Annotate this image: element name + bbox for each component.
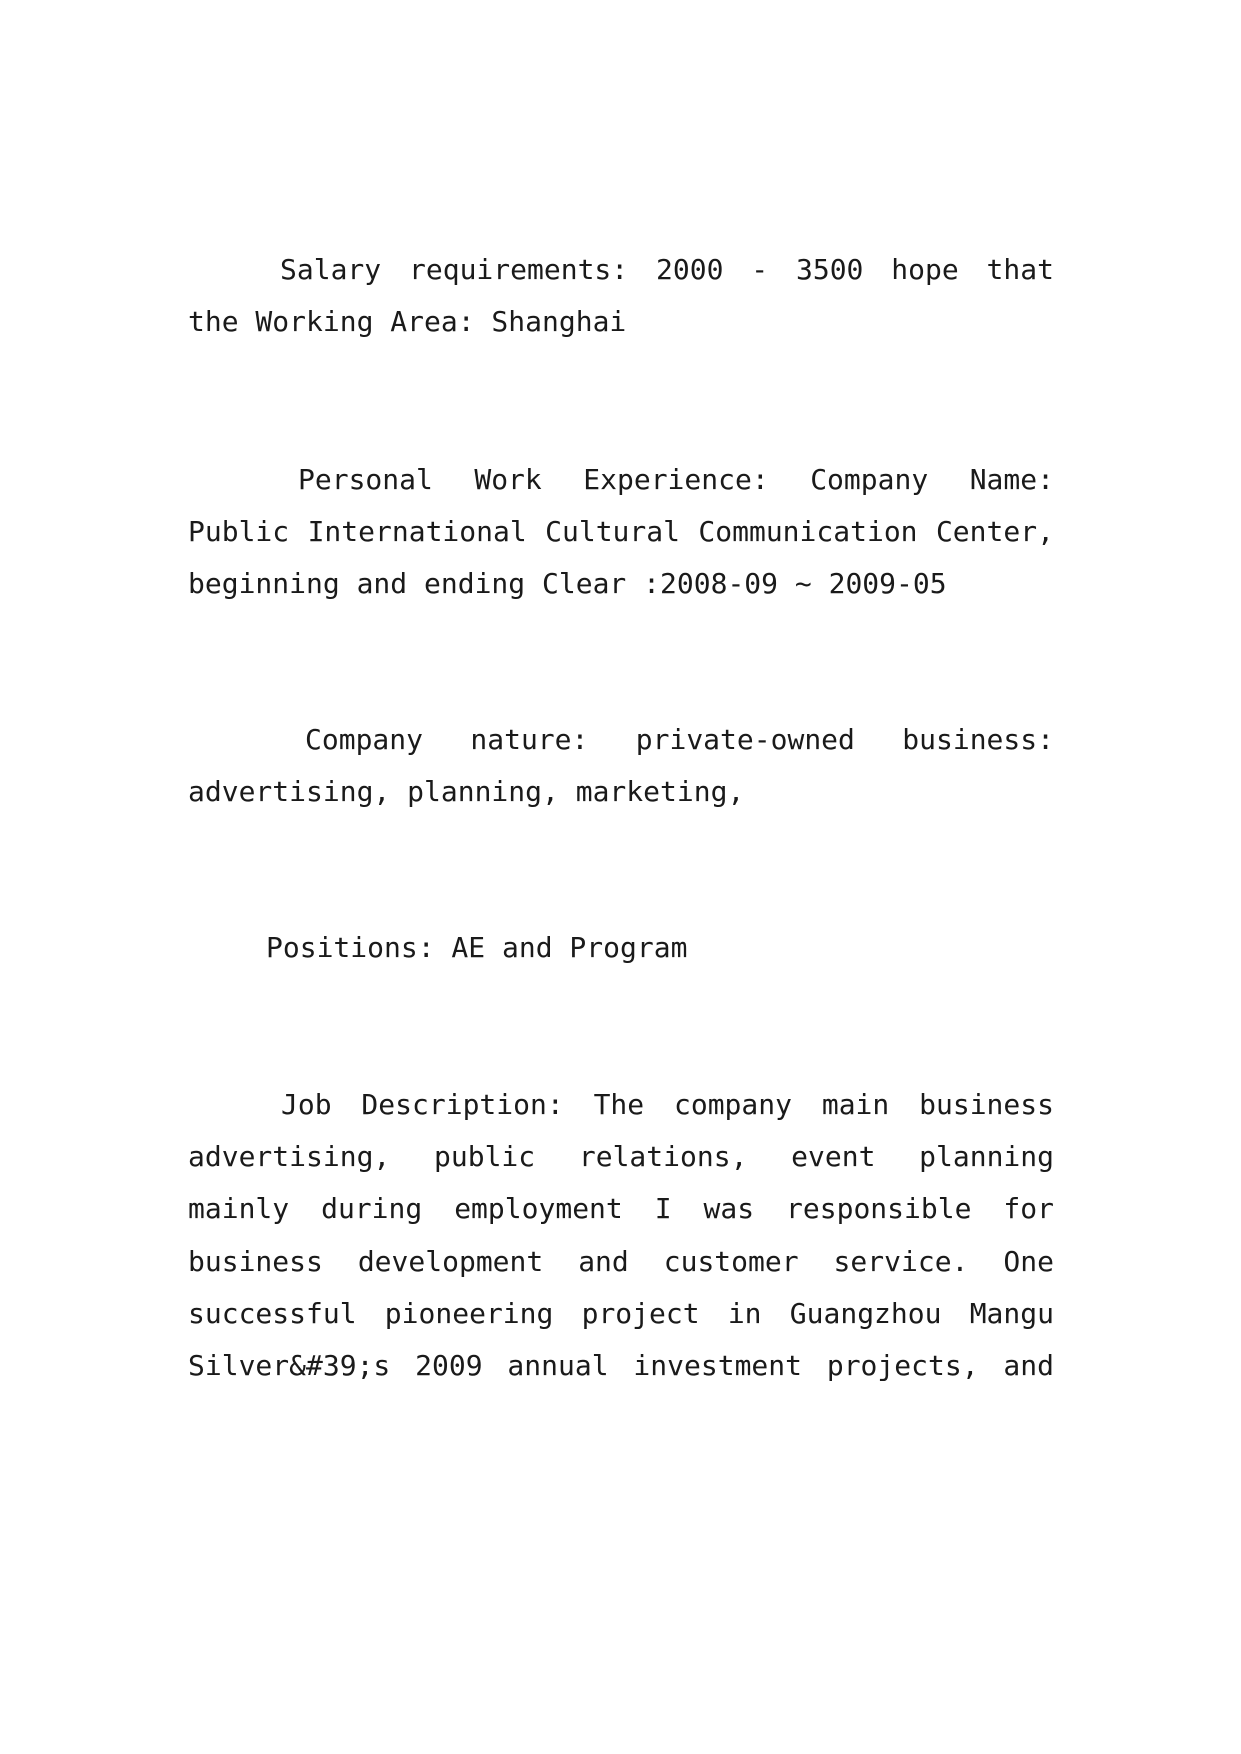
word: successful	[188, 1297, 357, 1330]
word: projects,	[826, 1349, 979, 1382]
job-description-paragraph-line	[188, 1346, 1054, 1386]
word: employment	[454, 1192, 623, 1225]
job-description-paragraph-line	[188, 1137, 1054, 1177]
word: Work	[474, 463, 542, 496]
word: Guangzhou	[789, 1297, 942, 1330]
word: Company	[305, 723, 424, 756]
word: Mangu	[969, 1297, 1054, 1330]
word: responsible	[786, 1192, 972, 1225]
word: Experience:	[583, 463, 769, 496]
word: nature:	[470, 723, 589, 756]
word: Cultural	[545, 515, 680, 548]
word: Public	[188, 515, 290, 548]
company-nature-paragraph-line: advertising, planning, marketing,	[188, 775, 745, 808]
word: in	[727, 1297, 762, 1330]
work-experience-paragraph-line: beginning and ending Clear :2008-09 ~ 2009-05	[188, 567, 947, 600]
word: I	[654, 1192, 672, 1225]
word: investment	[633, 1349, 802, 1382]
word: Communication	[698, 515, 918, 548]
work-experience-paragraph-line	[298, 460, 1054, 500]
word: company	[673, 1088, 792, 1121]
word: that	[986, 253, 1054, 286]
salary-paragraph-line	[280, 250, 1054, 290]
salary-paragraph-line: the Working Area: Shanghai	[188, 305, 627, 338]
job-description-paragraph-line	[188, 1189, 1054, 1229]
word: requirements:	[409, 253, 629, 286]
word: -	[751, 253, 769, 286]
word: planning	[919, 1140, 1054, 1173]
job-description-paragraph-line	[188, 1242, 1054, 1282]
word: development	[357, 1245, 544, 1278]
word: business:	[902, 723, 1054, 756]
word: for	[1003, 1192, 1054, 1225]
word: service.	[833, 1245, 969, 1278]
word: main	[821, 1088, 890, 1121]
word: mainly	[188, 1192, 290, 1225]
word: Center,	[935, 515, 1054, 548]
job-description-paragraph-line	[281, 1085, 1054, 1125]
word: customer	[663, 1245, 799, 1278]
word: and	[1003, 1349, 1054, 1382]
word: event	[791, 1140, 876, 1173]
work-experience-paragraph-line	[188, 512, 1054, 552]
word: advertising,	[188, 1140, 391, 1173]
job-description-paragraph-line	[188, 1294, 1054, 1334]
word: Description:	[361, 1088, 564, 1121]
word: during	[321, 1192, 423, 1225]
positions-paragraph-line: Positions: AE and Program	[266, 931, 688, 964]
word: Salary	[280, 253, 382, 286]
word: business	[188, 1245, 323, 1278]
word: was	[703, 1192, 755, 1225]
word: public	[434, 1140, 536, 1173]
word: 3500	[795, 253, 864, 286]
word: 2000	[656, 253, 724, 286]
word: Silver&#39;s	[188, 1349, 391, 1382]
word: Personal	[298, 463, 433, 496]
word: project	[581, 1297, 700, 1330]
word: The	[593, 1088, 645, 1121]
word: annual	[507, 1349, 609, 1382]
word: Name:	[969, 463, 1054, 496]
word: International	[307, 515, 527, 548]
word: private-owned	[635, 723, 855, 756]
company-nature-paragraph-line	[305, 720, 1054, 760]
word: business	[919, 1088, 1054, 1121]
word: pioneering	[384, 1297, 554, 1330]
word: hope	[891, 253, 959, 286]
word: Job	[281, 1088, 332, 1121]
word: 2009	[415, 1349, 483, 1382]
word: relations,	[578, 1140, 748, 1173]
word: Company	[810, 463, 929, 496]
word: One	[1003, 1245, 1054, 1278]
word: and	[578, 1245, 629, 1278]
